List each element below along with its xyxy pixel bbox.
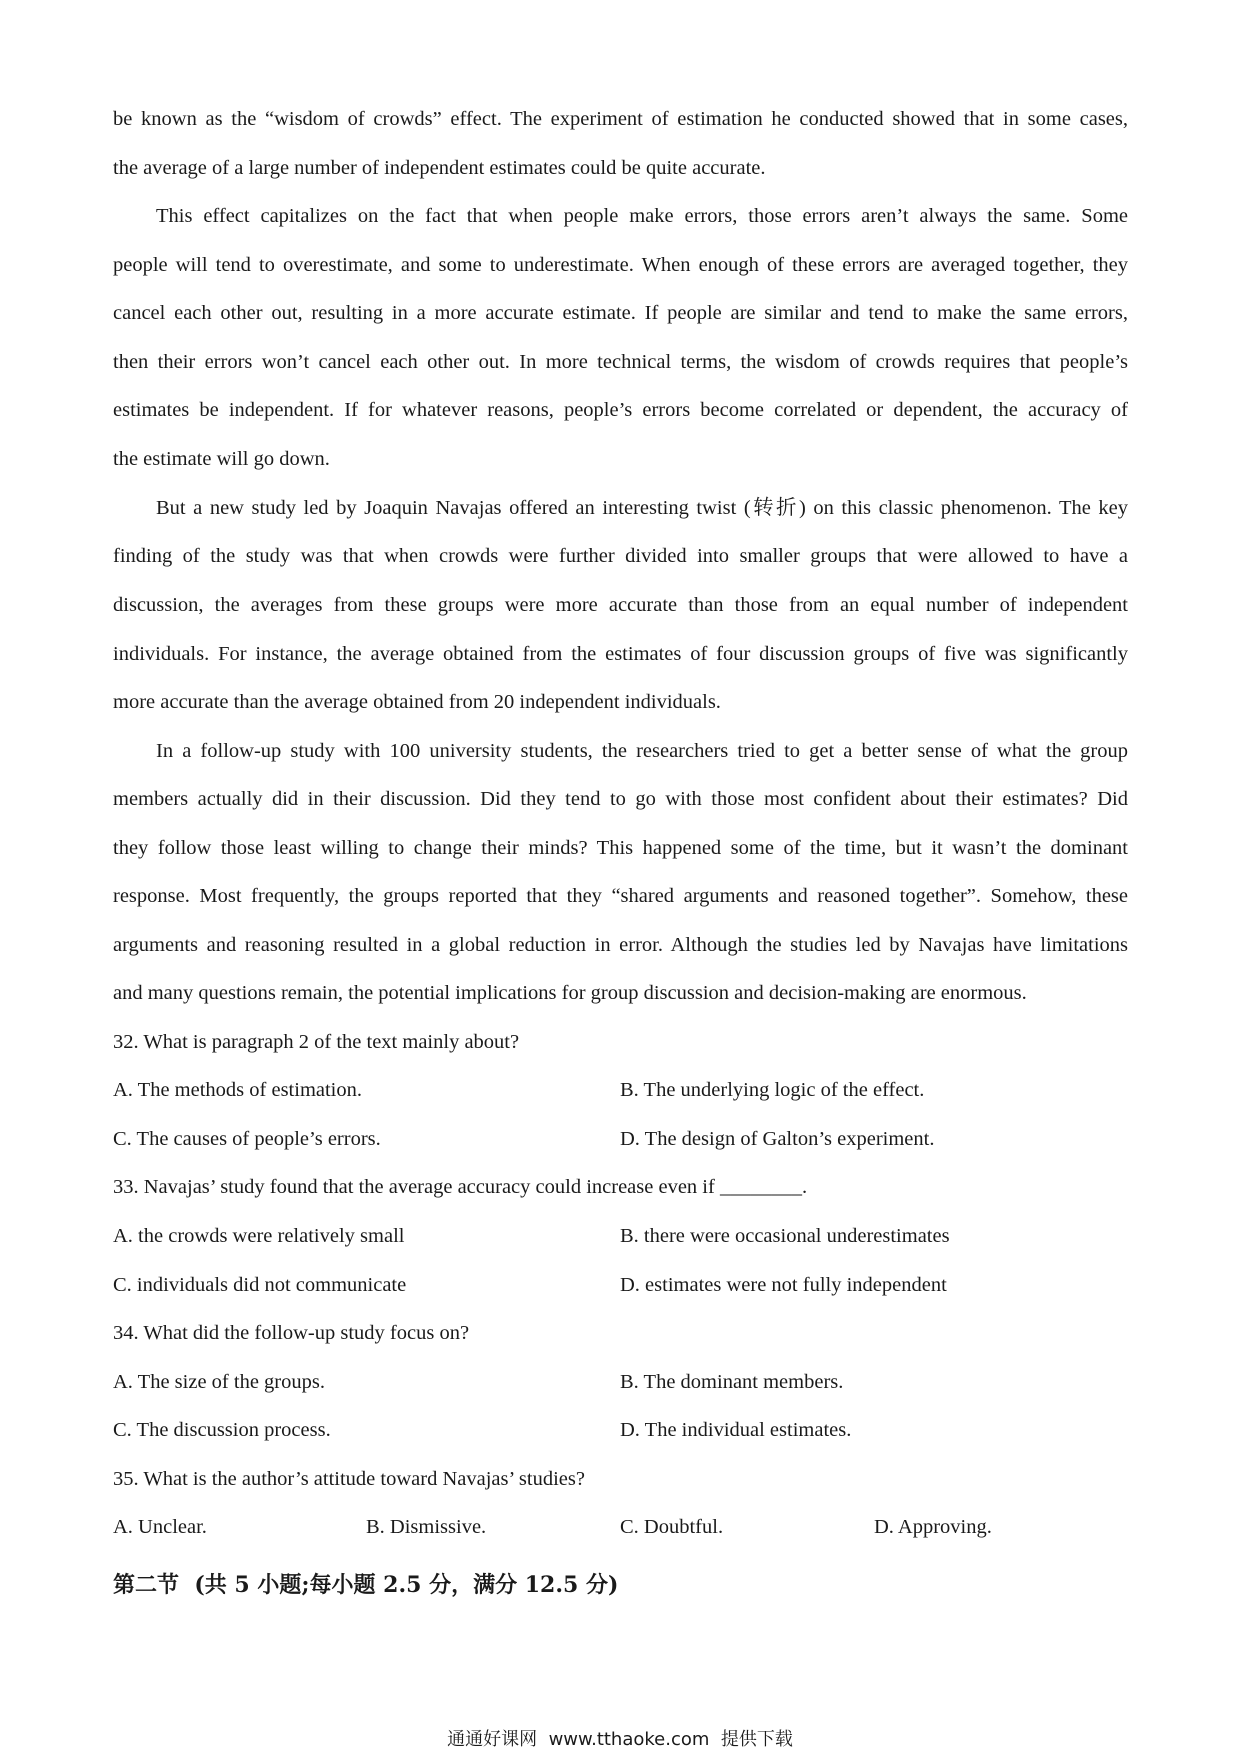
question-35-stem: 35. What is the author’s attitude toward Navajas’ studies? <box>113 1468 585 1490</box>
question-34-stem: 34. What did the follow-up study focus on? <box>113 1322 470 1344</box>
passage-line: more accurate than the average obtained from 20 independent individuals. <box>113 691 721 713</box>
passage-line: members actually did in their discussion. Did they tend to go with those most confident about their estimates? Did <box>113 788 1128 810</box>
passage-line: estimates be independent. If for whatever reasons, people’s errors become correlated or dependent, the accuracy of <box>113 399 1128 421</box>
passage-line: then their errors won’t cancel each other out. In more technical terms, the wisdom of crowds requires that people’s <box>113 351 1128 373</box>
section-title: 第二节 (共 5 小题;每小题 2.5 分，满分 12.5 分) <box>113 1572 619 1598</box>
question-32-option-a: A. The methods of estimation. <box>113 1079 363 1101</box>
question-34-option-b: B. The dominant members. <box>620 1371 844 1393</box>
question-35-option-c: C. Doubtful. <box>620 1516 724 1538</box>
question-35-option-b: B. Dismissive. <box>366 1516 487 1538</box>
passage-line: and many questions remain, the potential implications for group discussion and decision-making are enormous. <box>113 982 1027 1004</box>
passage-line: be known as the “wisdom of crowds” effect. The experiment of estimation he conducted showed that in some cases, <box>113 108 1128 130</box>
question-33-option-d: D. estimates were not fully independent <box>620 1274 947 1296</box>
passage-line: they follow those least willing to change their minds? This happened some of the time, but it wasn’t the dominant <box>113 837 1128 859</box>
question-32-stem: 32. What is paragraph 2 of the text mainly about? <box>113 1031 520 1053</box>
question-33-option-b: B. there were occasional underestimates <box>620 1225 950 1247</box>
passage-line: But a new study led by Joaquin Navajas offered an interesting twist (转折) on this classic phenomenon. The key <box>156 497 1128 519</box>
question-34-option-c: C. The discussion process. <box>113 1419 331 1441</box>
passage-line: cancel each other out, resulting in a more accurate estimate. If people are similar and tend to make the same errors, <box>113 302 1128 324</box>
question-34-option-a: A. The size of the groups. <box>113 1371 325 1393</box>
passage-line: the estimate will go down. <box>113 448 330 470</box>
question-32-option-d: D. The design of Galton’s experiment. <box>620 1128 935 1150</box>
passage-line: the average of a large number of independent estimates could be quite accurate. <box>113 157 766 179</box>
passage-line: In a follow-up study with 100 university students, the researchers tried to get a better sense of what the group <box>156 740 1128 762</box>
passage-line: finding of the study was that when crowds were further divided into smaller groups that were allowed to have a <box>113 545 1128 567</box>
passage-line: response. Most frequently, the groups reported that they “shared arguments and reasoned together”. Somehow, these <box>113 885 1128 907</box>
passage-line: This effect capitalizes on the fact that when people make errors, those errors aren’t always the same. Some <box>156 205 1128 227</box>
question-33-option-a: A. the crowds were relatively small <box>113 1225 405 1247</box>
question-35-option-a: A. Unclear. <box>113 1516 207 1538</box>
question-32-option-c: C. The causes of people’s errors. <box>113 1128 381 1150</box>
question-32-option-b: B. The underlying logic of the effect. <box>620 1079 925 1101</box>
passage-line: people will tend to overestimate, and some to underestimate. When enough of these errors are averaged together, they <box>113 254 1128 276</box>
passage-line: arguments and reasoning resulted in a global reduction in error. Although the studies led by Navajas have limitations <box>113 934 1128 956</box>
passage-line: discussion, the averages from these groups were more accurate than those from an equal number of independent <box>113 594 1128 616</box>
question-33-stem: 33. Navajas’ study found that the average accuracy could increase even if ________. <box>113 1176 808 1198</box>
passage-line: individuals. For instance, the average obtained from the estimates of four discussion groups of five was significantly <box>113 643 1128 665</box>
question-35-option-d: D. Approving. <box>874 1516 992 1538</box>
footer-watermark: 通通好课网 www.tthaoke.com 提供下载 <box>447 1729 793 1750</box>
question-33-option-c: C. individuals did not communicate <box>113 1274 407 1296</box>
question-34-option-d: D. The individual estimates. <box>620 1419 852 1441</box>
